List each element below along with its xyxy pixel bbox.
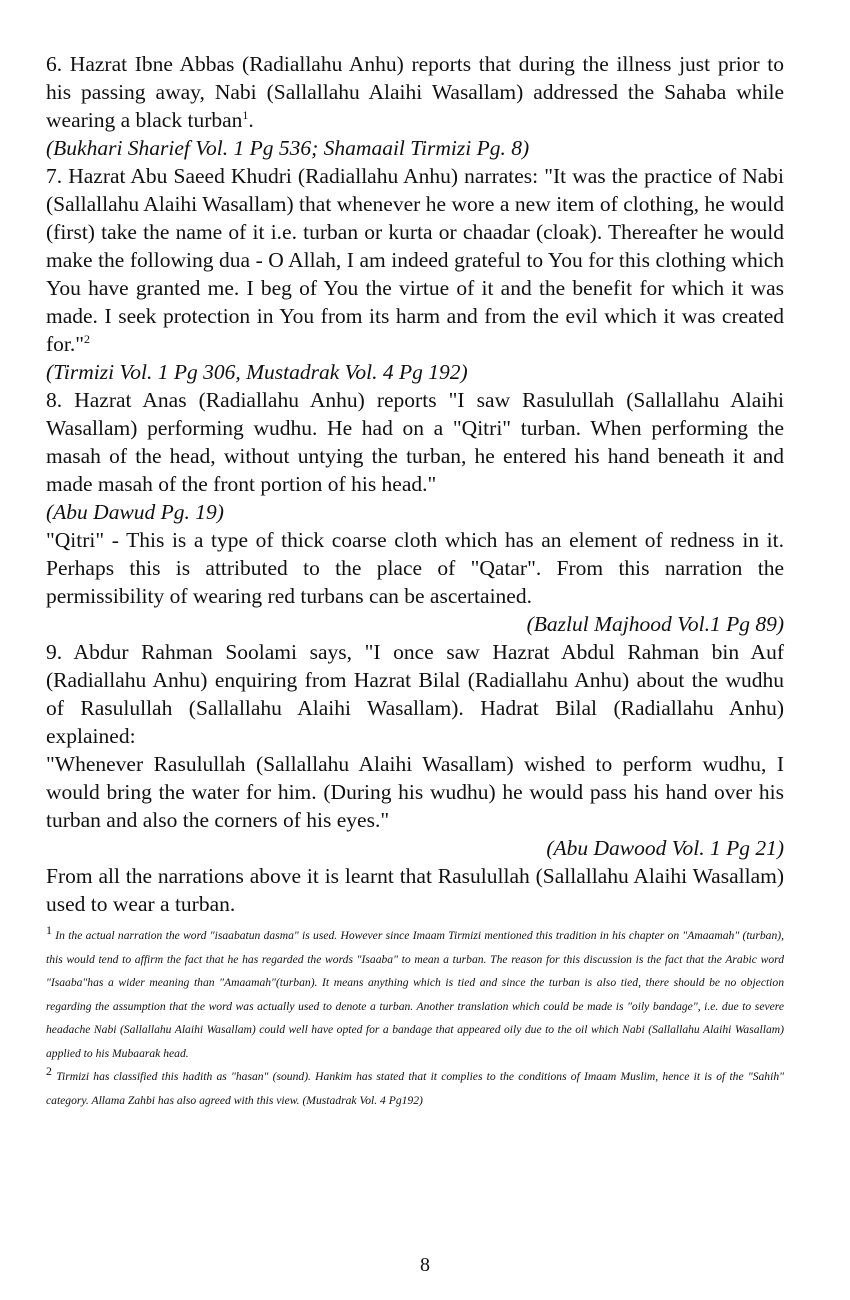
reference-tirmizi: (Tirmizi Vol. 1 Pg 306, Mustadrak Vol. 4 Pg 192) [46, 360, 468, 384]
footnote-2-marker: 2 [46, 1064, 52, 1079]
footnote-1 [46, 924, 784, 1065]
reference-abu-dawood: (Abu Dawood Vol. 1 Pg 21) [546, 836, 784, 860]
reference-bukhari: (Bukhari Sharief Vol. 1 Pg 536; Shamaail Tirmizi Pg. 8) [46, 136, 530, 160]
narration-9-quote: "Whenever Rasulullah (Sallallahu Alaihi Wasallam) wished to perform wudhu, I would bring the water for him. (During his wudhu) he would pass his hand over his turban and also the corners of his eyes." [46, 752, 784, 832]
narration-6-tail: . [248, 108, 254, 132]
narration-6 [46, 50, 784, 134]
reference-abu-dawud: (Abu Dawud Pg. 19) [46, 500, 224, 524]
footnote-marker-1: 1 [242, 107, 249, 122]
reference-bazlul-majhood: (Bazlul Majhood Vol.1 Pg 89) [526, 612, 784, 636]
footnotes [46, 924, 784, 1112]
qitri-explanation: "Qitri" - This is a type of thick coarse cloth which has an element of redness in it. Perhaps this is attributed to the place of "Qatar". From this narration the permissibility of wearing red turbans can be ascertained. [46, 528, 784, 608]
narration-7 [46, 162, 784, 358]
narration-6-text: 6. Hazrat Ibne Abbas (Radiallahu Anhu) reports that during the illness just prior to his passing away, Nabi (Sallallahu Alaihi Wasallam) addressed the Sahaba while wearing a black turban [46, 52, 784, 132]
footnote-2-text: Tirmizi has classified this hadith as "hasan" (sound). Hankim has stated that it complies to the conditions of Imaam Muslim, hence it is of the "Sahih" category. Allama Zahbi has also agreed with this view. (Mustadrak Vol. 4 Pg192) [46, 1070, 784, 1107]
page-number: 8 [420, 1254, 430, 1276]
footnote-2 [46, 1065, 784, 1112]
footnote-1-marker: 1 [46, 923, 52, 938]
narration-9: 9. Abdur Rahman Soolami says, "I once saw Hazrat Abdul Rahman bin Auf (Radiallahu Anhu) enquiring from Hazrat Bilal (Radiallahu Anhu) about the wudhu of Rasulullah (Sallallahu Alaihi Wasallam). Hadrat Bilal (Radiallahu Anhu) explained: [46, 640, 784, 748]
footnote-marker-2: 2 [84, 331, 91, 346]
conclusion: From all the narrations above it is learnt that Rasulullah (Sallallahu Alaihi Wasallam) used to wear a turban. [46, 864, 784, 916]
narration-8: 8. Hazrat Anas (Radiallahu Anhu) reports "I saw Rasulullah (Sallallahu Alaihi Wasallam) performing wudhu. He had on a "Qitri" turban. When performing the masah of the head, without untying the turban, he entered his hand beneath it and made masah of the front portion of his head." [46, 388, 784, 496]
narration-7-text: 7. Hazrat Abu Saeed Khudri (Radiallahu Anhu) narrates: "It was the practice of Nabi (Sallallahu Alaihi Wasallam) that whenever he wore a new item of clothing, he would (first) take the name of it i.e. turban or kurta or chaadar (cloak). Thereafter he would make the following dua - O Allah, I am indeed grateful to You for this clothing which You have granted me. I beg of You the virtue of it and the benefit for which it was made. I seek protection in You from its harm and from the evil which it was created for." [46, 164, 784, 356]
footnote-1-text: In the actual narration the word "isaabatun dasma" is used. However since Imaam Tirmizi mentioned this tradition in his chapter on "Amaamah" (turban), this would tend to affirm the fact that he has regarded the words "Isaaba" to mean a turban. The reason for this discussion is the fact that the Arabic word "Isaaba"has a wider meaning than "Amaamah"(turban). It means anything which is tied and since the turban is also tied, there should be no objection regarding the assumption that the word was actually used to denote a turban. Another translation which could be made is "oily bandage", i.e. due to severe headache Nabi (Sallallahu Alaihi Wasallam) could well have opted for a bandage that appeared oily due to the oil which Nabi (Sallallahu Alaihi Wasallam) applied to his Mubaarak head. [46, 929, 784, 1060]
document-page [46, 50, 784, 1112]
